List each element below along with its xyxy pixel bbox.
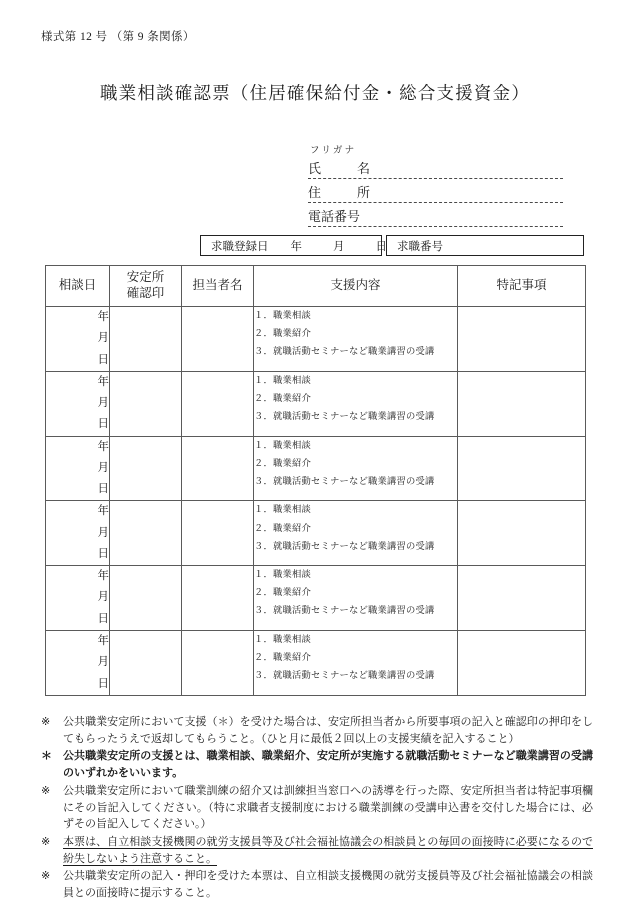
table-row (46, 371, 586, 436)
footnote-5 (41, 868, 593, 901)
footnote-marker: ※ (41, 784, 51, 797)
cell-staff-name[interactable] (182, 436, 254, 501)
footnote-2 (41, 748, 593, 781)
cell-support-content[interactable] (254, 501, 458, 566)
cell-support-content[interactable] (254, 307, 458, 372)
table-row (46, 307, 586, 372)
cell-support-content[interactable] (254, 630, 458, 695)
support-option-2[interactable]: ２．職業紹介 (254, 329, 311, 340)
cell-support-content[interactable] (254, 566, 458, 631)
address-field[interactable] (308, 181, 563, 203)
job-number-label: 求職番号 (397, 240, 443, 253)
table-row (46, 436, 586, 501)
support-option-2[interactable]: ２．職業紹介 (254, 523, 311, 534)
support-option-1[interactable]: １．職業相談 (254, 311, 311, 321)
name-label: 氏 名 (308, 158, 373, 177)
cell-office-stamp[interactable] (110, 566, 182, 631)
page-title: 職業相談確認票（住居確保給付金・総合支援資金） (99, 83, 531, 103)
date-month-label: 月 (97, 526, 109, 539)
footnote-marker: ※ (41, 716, 51, 728)
footnote-text: 公共職業安定所の記入・押印を受けた本票は、自立相談支援機関の就労支援員等及び社会福祉協議会の相談員との面接時に提示すること。 (63, 870, 593, 900)
support-option-2[interactable]: ２．職業紹介 (254, 393, 311, 404)
job-number-box[interactable] (386, 235, 584, 256)
form-number: 様式第 12 号 （第 9 条関係） (41, 31, 195, 43)
footnotes (41, 714, 593, 903)
cell-staff-name[interactable] (182, 630, 254, 695)
support-option-2[interactable]: ２．職業紹介 (254, 653, 311, 664)
footnote-marker: ※ (41, 870, 51, 883)
cell-remarks[interactable] (458, 566, 586, 631)
cell-consultation-date[interactable] (46, 566, 110, 631)
date-day-label: 日 (97, 418, 109, 431)
cell-staff-name[interactable] (182, 566, 254, 631)
registration-bar (200, 235, 584, 256)
date-month-label: 月 (97, 656, 109, 669)
header-consultation-date: 相談日 (46, 266, 110, 307)
date-year-label: 年 (97, 505, 109, 518)
registration-date-label: 求職登録日 (211, 240, 269, 253)
footnote-marker: ＊ (41, 750, 52, 763)
support-option-2[interactable]: ２．職業紹介 (254, 458, 311, 469)
table-body (46, 307, 586, 696)
cell-consultation-date[interactable] (46, 436, 110, 501)
footnote-text: 本票は、自立相談支援機関の就労支援員等及び社会福祉協議会の相談員との毎回の面接時に必要になるので紛失しないよう注意すること。 (63, 836, 593, 865)
support-option-1[interactable]: １．職業相談 (254, 570, 311, 581)
registration-month-label: 月 (333, 240, 345, 253)
applicant-block (308, 142, 563, 229)
cell-staff-name[interactable] (182, 307, 254, 372)
header-office-stamp (110, 266, 182, 307)
date-month-label: 月 (97, 397, 109, 410)
cell-consultation-date[interactable] (46, 501, 110, 566)
header-staff-name: 担当者名 (182, 266, 254, 307)
support-option-3[interactable]: ３．就職活動セミナーなど職業講習の受講 (254, 671, 435, 682)
support-option-3[interactable]: ３．就職活動セミナーなど職業講習の受講 (254, 347, 435, 358)
address-label: 住 所 (308, 182, 373, 201)
cell-office-stamp[interactable] (110, 501, 182, 566)
header-remarks: 特記事項 (458, 266, 586, 307)
date-year-label: 年 (97, 570, 109, 583)
registration-day-label: 日 (375, 240, 387, 253)
cell-remarks[interactable] (458, 307, 586, 372)
date-month-label: 月 (97, 332, 109, 345)
date-year-label: 年 (97, 440, 109, 453)
footnote-text: 公共職業安定所の支援とは、職業相談、職業紹介、安定所が実施する就職活動セミナーなど職業講習の受講のいずれかをいいます。 (63, 750, 593, 780)
cell-remarks[interactable] (458, 501, 586, 566)
cell-remarks[interactable] (458, 630, 586, 695)
table-row (46, 630, 586, 695)
support-option-2[interactable]: ２．職業紹介 (254, 588, 311, 599)
header-support-content: 支援内容 (254, 266, 458, 307)
cell-support-content[interactable] (254, 371, 458, 436)
footnote-3 (41, 783, 593, 833)
footnote-4 (41, 834, 593, 867)
registration-date-box[interactable] (200, 235, 387, 256)
date-day-label: 日 (97, 612, 109, 625)
registration-year-label: 年 (290, 240, 302, 253)
cell-office-stamp[interactable] (110, 307, 182, 372)
footnote-marker: ※ (41, 836, 51, 849)
header-office-stamp-line2: 確認印 (126, 286, 165, 300)
support-option-1[interactable]: １．職業相談 (254, 375, 311, 386)
cell-support-content[interactable] (254, 436, 458, 501)
support-option-1[interactable]: １．職業相談 (254, 505, 311, 516)
support-option-3[interactable]: ３．就職活動セミナーなど職業講習の受講 (254, 606, 435, 617)
date-month-label: 月 (97, 461, 109, 474)
cell-office-stamp[interactable] (110, 630, 182, 695)
cell-remarks[interactable] (458, 436, 586, 501)
phone-label: 電話番号 (308, 206, 363, 225)
footnote-text: 公共職業安定所において支援（＊）を受けた場合は、安定所担当者から所要事項の記入と確認印の押印をしてもらったうえで返却してもらうこと。（ひと月に最低２回以上の支援実績を記入すること） (63, 716, 593, 745)
date-day-label: 日 (97, 547, 109, 560)
support-option-1[interactable]: １．職業相談 (254, 440, 311, 451)
date-day-label: 日 (97, 677, 109, 690)
table-row (46, 501, 586, 566)
date-month-label: 月 (97, 591, 109, 604)
cell-staff-name[interactable] (182, 501, 254, 566)
header-office-stamp-line1: 安定所 (126, 270, 165, 285)
consultation-table (45, 265, 586, 696)
date-year-label: 年 (97, 634, 109, 647)
footnote-1 (41, 714, 593, 747)
table-row (46, 566, 586, 631)
support-option-3[interactable]: ３．就職活動セミナーなど職業講習の受講 (254, 541, 435, 552)
date-year-label: 年 (97, 311, 109, 323)
support-option-3[interactable]: ３．就職活動セミナーなど職業講習の受講 (254, 476, 435, 487)
cell-consultation-date[interactable] (46, 371, 110, 436)
cell-office-stamp[interactable] (110, 371, 182, 436)
table-header-row (46, 266, 586, 307)
cell-remarks[interactable] (458, 371, 586, 436)
phone-field[interactable] (308, 205, 563, 227)
cell-office-stamp[interactable] (110, 436, 182, 501)
cell-staff-name[interactable] (182, 371, 254, 436)
date-year-label: 年 (97, 375, 109, 388)
footnote-text: 公共職業安定所において職業訓練の紹介又は訓練担当窓口への誘導を行った際、安定所担当者は特記事項欄にその旨記入してください。（特に求職者支援制度における職業訓練の受講申込書を交付した場合には、必ずその旨記入してください。） (63, 784, 593, 831)
cell-consultation-date[interactable] (46, 307, 110, 372)
support-option-1[interactable]: １．職業相談 (254, 634, 311, 645)
date-day-label: 日 (97, 483, 109, 496)
furigana-label: フリガナ (310, 146, 357, 156)
date-day-label: 日 (97, 353, 109, 366)
support-option-3[interactable]: ３．就職活動セミナーなど職業講習の受講 (254, 412, 435, 423)
name-field[interactable] (308, 157, 563, 179)
cell-consultation-date[interactable] (46, 630, 110, 695)
